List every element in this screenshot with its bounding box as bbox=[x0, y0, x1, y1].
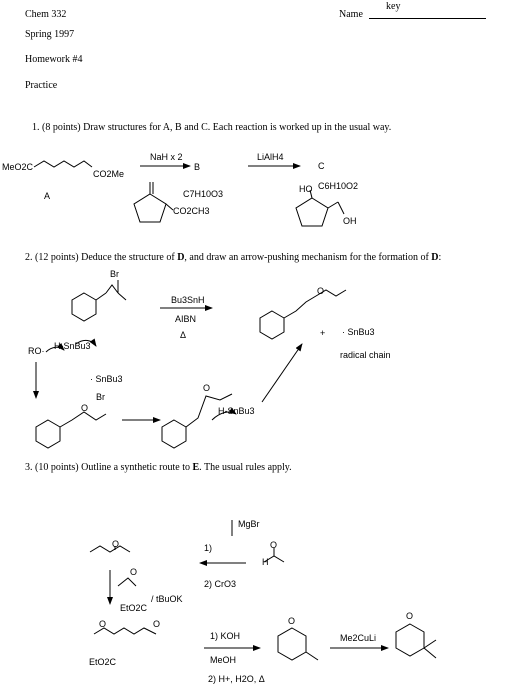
br-label: Br bbox=[110, 269, 119, 279]
eto2c-label: EtO2C bbox=[120, 603, 148, 613]
c-oh: OH bbox=[343, 216, 357, 226]
q3-prompt-text-2: . The usual rules apply. bbox=[199, 462, 292, 473]
benzene-product bbox=[260, 311, 284, 339]
aldehyde-h: H bbox=[262, 557, 269, 567]
c-oh-bond bbox=[338, 202, 344, 214]
q3-compound-e: E bbox=[192, 462, 200, 473]
ro-text: RO bbox=[28, 346, 42, 356]
q2-prompt-text-2: , and draw an arrow-pushing mechanism for the formation of bbox=[184, 252, 432, 263]
curved-arrow-3 bbox=[212, 412, 236, 420]
benzene-1 bbox=[72, 293, 96, 321]
product-e-methyl-1 bbox=[424, 640, 436, 648]
q2-reagent2: AIBN bbox=[175, 314, 197, 324]
b-ester-bond bbox=[166, 204, 173, 210]
meoh-label: MeOH bbox=[210, 655, 237, 665]
q1-start-right: CO2Me bbox=[93, 169, 125, 179]
br-label-2: Br bbox=[96, 392, 105, 402]
q2-compound-d: D bbox=[177, 252, 185, 263]
product-d-chain bbox=[284, 290, 346, 318]
cyclohexenone-methyl bbox=[306, 652, 318, 660]
h-snbu3-1: H-SnBu3 bbox=[54, 341, 91, 351]
term: Spring 1997 bbox=[25, 29, 75, 40]
benzene-2 bbox=[36, 420, 60, 448]
o-label-3: O bbox=[203, 383, 211, 393]
label-b: B bbox=[194, 162, 201, 172]
q2-compound-d-2: D bbox=[431, 252, 439, 263]
q2-prompt-text: 2. (12 points) Deduce the structure of bbox=[25, 252, 178, 263]
intermediate-chain-1 bbox=[60, 412, 106, 427]
mech-arrow-up bbox=[262, 344, 302, 402]
snbu3-text-2: SnBu3 bbox=[95, 374, 123, 384]
q2-heat: Δ bbox=[180, 330, 187, 340]
course-name: Chem 332 bbox=[25, 9, 67, 20]
michael-adduct bbox=[94, 628, 156, 634]
step1-label: 1) bbox=[204, 543, 213, 553]
q2-bond-1 bbox=[96, 293, 106, 300]
snbu3-radical-2: · SnBu3 bbox=[90, 374, 123, 384]
assignment-title: Homework #4 bbox=[25, 54, 83, 65]
product-e-o: O bbox=[406, 611, 414, 621]
radical-chain-label: radical chain bbox=[340, 350, 391, 360]
product-e-ring bbox=[396, 624, 424, 656]
name-value: key bbox=[386, 1, 401, 12]
enone bbox=[90, 546, 130, 552]
c-ch2-bond bbox=[328, 202, 338, 208]
q1-prompt: 1. (8 points) Draw structures for A, B and C. Each reaction is worked up in the usual way. bbox=[32, 122, 392, 133]
step2-cro3: 2) CrO3 bbox=[204, 579, 237, 589]
enone-o: O bbox=[112, 539, 120, 549]
q2-prompt-end: : bbox=[438, 252, 442, 263]
c-ho-bond bbox=[310, 190, 312, 198]
ketoester-o: O bbox=[130, 567, 138, 577]
eto2c-label-2: EtO2C bbox=[89, 657, 117, 667]
aldehyde-o: O bbox=[270, 540, 278, 550]
diester-a bbox=[34, 161, 92, 167]
h-snbu3-2: H-SnBu3 bbox=[218, 406, 255, 416]
mgbr-label: MgBr bbox=[238, 519, 260, 529]
adduct-o1: O bbox=[99, 619, 107, 629]
product-o: O bbox=[317, 286, 325, 296]
cuprate-label: Me2CuLi bbox=[340, 633, 377, 643]
ketoester bbox=[118, 578, 136, 586]
koh-label: 1) KOH bbox=[210, 631, 241, 641]
b-ester: CO2CH3 bbox=[173, 206, 210, 216]
cyclohexenone-o: O bbox=[288, 616, 296, 626]
cyclopentane-c bbox=[296, 198, 328, 226]
product-e-methyl-2 bbox=[424, 648, 436, 658]
snbu3-radical: · SnBu3 bbox=[342, 327, 375, 337]
ro-radical: RO· bbox=[28, 346, 45, 356]
o-label-2: O bbox=[81, 403, 89, 413]
intermediate-chain-2 bbox=[186, 394, 232, 427]
b-formula: C7H10O3 bbox=[183, 189, 224, 199]
plus-sign: + bbox=[320, 328, 326, 338]
acetaldehyde bbox=[264, 556, 284, 562]
q1-start-left: MeO2C bbox=[2, 162, 34, 172]
adduct-o2: O bbox=[153, 619, 161, 629]
label-a: A bbox=[44, 191, 51, 201]
q1-reagent1: NaH x 2 bbox=[150, 152, 183, 162]
name-label: Name bbox=[339, 9, 363, 20]
curved-arrow-1 bbox=[46, 347, 64, 352]
q2-methyl bbox=[118, 293, 126, 300]
acid-label: 2) H+, H2O, Δ bbox=[208, 674, 265, 684]
epoxide-1 bbox=[106, 285, 118, 293]
q3-prompt-text: 3. (10 points) Outline a synthetic route to bbox=[25, 462, 193, 473]
cyclopentanone-b bbox=[134, 194, 166, 222]
q2-reagent1: Bu3SnH bbox=[171, 295, 205, 305]
snbu3-text: SnBu3 bbox=[347, 327, 375, 337]
tbuok-label: / tBuOK bbox=[151, 594, 183, 604]
c-formula: C6H10O2 bbox=[318, 181, 359, 191]
label-c: C bbox=[318, 161, 325, 171]
q1-reagent2: LiAlH4 bbox=[257, 152, 284, 162]
c-ho: HO bbox=[299, 184, 313, 194]
curved-arrow-2 bbox=[76, 340, 96, 346]
cyclohexenone bbox=[278, 628, 306, 660]
benzene-3 bbox=[162, 420, 186, 448]
assignment-kind: Practice bbox=[25, 80, 58, 91]
